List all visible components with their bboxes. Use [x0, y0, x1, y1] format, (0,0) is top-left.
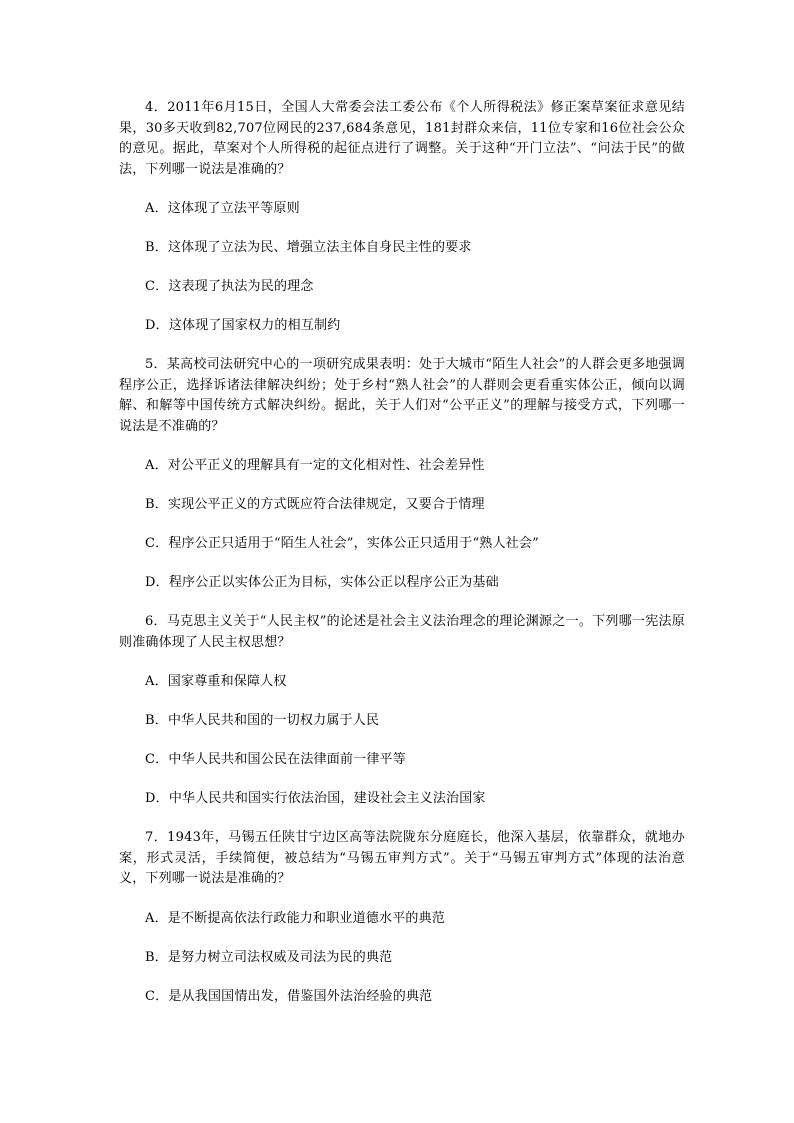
option-a: A．国家尊重和保障人权	[145, 674, 287, 689]
question-stem: 7．1943年，马锡五任陕甘宁边区高等法院陇东分庭庭长，他深入基层，依靠群众，就地办案，形式灵活，手续简便，被总结为“马锡五审判方式”。关于“马锡五审判方式”体现的法治意义，下列哪一说法是准确的？	[119, 830, 685, 886]
question-4	[119, 98, 685, 336]
question-6	[119, 612, 685, 809]
option-d: D．中华人民共和国实行依法治国，建设社会主义法治国家	[145, 791, 486, 806]
option-c: C．是从我国国情出发，借鉴国外法治经验的典范	[145, 988, 433, 1004]
option-a: A．对公平正义的理解具有一定的文化相对性、社会差异性	[145, 458, 485, 473]
option-d: D．程序公正以实体公正为目标，实体公正以程序公正为基础	[145, 575, 499, 590]
option-a: A．是不断提高依法行政能力和职业道德水平的典范	[145, 910, 445, 926]
option-c: C．中华人民共和国公民在法律面前一律平等	[145, 752, 406, 767]
option-a: A．这体现了立法平等原则	[145, 201, 300, 216]
option-b: B．实现公平正义的方式既应符合法律规定，又要合于情理	[145, 497, 485, 512]
option-list	[119, 672, 685, 809]
question-stem: 4．2011年6月15日，全国人大常委会法工委公布《个人所得税法》修正案草案征求意见结果，30多天收到82,707位网民的237,684条意见，181封群众来信，11位专家和16位社会公众的意见。据此，草案对个人所得税的起征点进行了调整。关于这种“开门立法”、“问法于民”的做法，下列哪一说法是准确的？	[119, 100, 685, 177]
option-c: C．这表现了执法为民的理念	[145, 279, 314, 294]
question-5	[119, 355, 685, 593]
option-b: B．是努力树立司法权威及司法为民的典范	[145, 949, 393, 965]
question-list	[119, 98, 685, 1026]
option-b: B．这体现了立法为民、增强立法主体自身民主性的要求	[145, 240, 472, 255]
option-list	[119, 909, 685, 1007]
option-b: B．中华人民共和国的一切权力属于人民	[145, 713, 380, 728]
option-d: D．这体现了国家权力的相互制约	[145, 318, 341, 333]
question-7	[119, 828, 685, 1007]
option-list	[119, 199, 685, 336]
question-stem: 5．某高校司法研究中心的一项研究成果表明：处于大城市“陌生人社会”的人群会更多地强调程序公正，选择诉诸法律解决纠纷；处于乡村“熟人社会”的人群则会更看重实体公正，倾向以调解、和解等中国传统方式解决纠纷。据此，关于人们对“公平正义”的理解与接受方式，下列哪一说法是不准确的？	[119, 357, 685, 434]
question-stem: 6．马克思主义关于“人民主权”的论述是社会主义法治理念的理论渊源之一。下列哪一宪法原则准确体现了人民主权思想？	[119, 614, 685, 650]
option-c: C．程序公正只适用于“陌生人社会”，实体公正只适用于“熟人社会”	[145, 536, 539, 551]
option-list	[119, 456, 685, 593]
